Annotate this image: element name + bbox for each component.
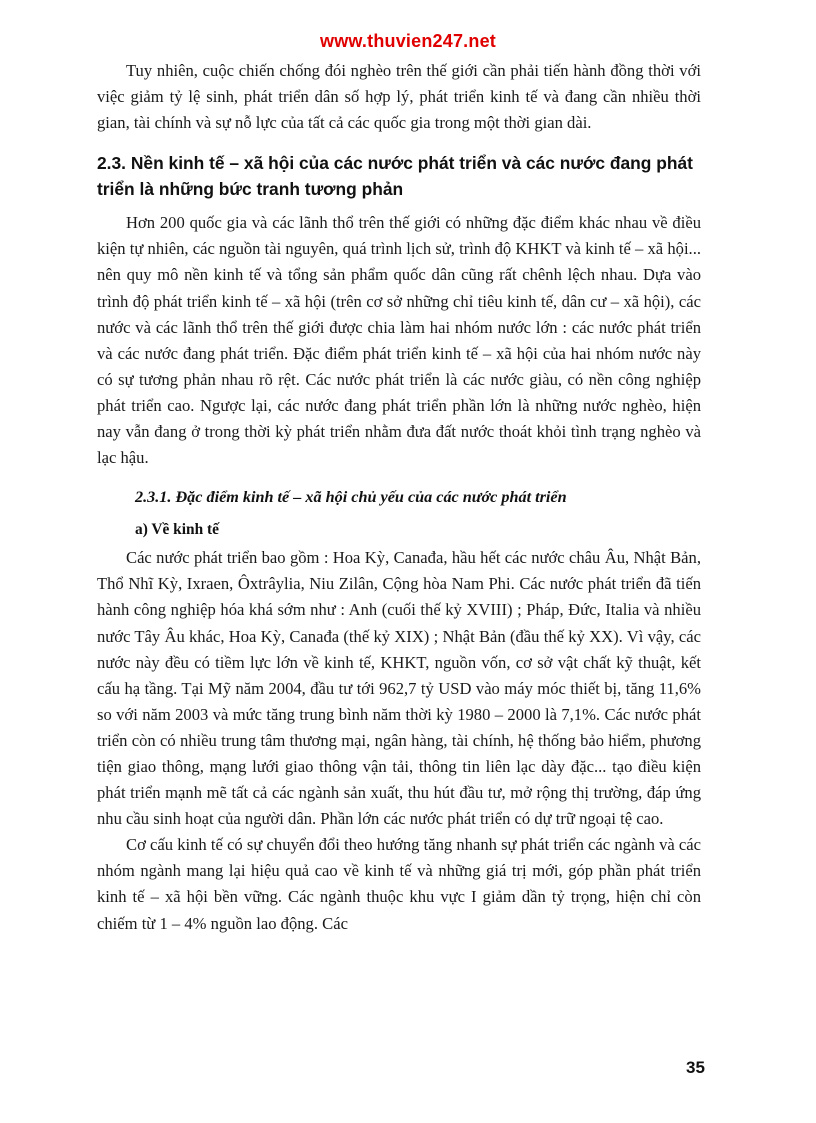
paragraph-structure: Cơ cấu kinh tế có sự chuyển đổi theo hướng tăng nhanh sự phát triển các ngành và các nhóm ngành mang lại hiệu quả cao về kinh tế và những giá trị mới, góp phần phát triển kinh tế – xã hội bền vững. Các ngành thuộc khu vực I giảm dần tỷ trọng, hiện chỉ còn chiếm từ 1 – 4% nguồn lao động. Các: [97, 835, 701, 933]
paragraph-overview: Hơn 200 quốc gia và các lãnh thổ trên thế giới có những đặc điểm khác nhau về điều kiện tự nhiên, các nguồn tài nguyên, quá trình lịch sử, trình độ KHKT và kinh tế – xã hội... nên quy mô nền kinh tế và tổng sản phẩm quốc dân cũng rất chênh lệch nhau. Dựa vào trình độ phát triển kinh tế – xã hội (trên cơ sở những chỉ tiêu kinh tế, dân cư – xã hội), các nước và các lãnh thổ trên thế giới được chia làm hai nhóm nước lớn : các nước phát triển và các nước đang phát triển. Đặc điểm phát triển kinh tế – xã hội của hai nhóm nước này có sự tương phản nhau rõ rệt. Các nước phát triển là các nước giàu, có nền công nghiệp phát triển cao. Ngược lại, các nước đang phát triển phần lớn là những nước nghèo, hiện nay vẫn đang ở trong thời kỳ phát triển nhằm đưa đất nước thoát khỏi tình trạng nghèo và lạc hậu.: [97, 213, 701, 468]
section-heading: 2.3. Nền kinh tế – xã hội của các nước phát triển và các nước đang phát triển là những bức tranh tương phản: [97, 153, 693, 200]
paragraph-economy: Các nước phát triển bao gồm : Hoa Kỳ, Canađa, hầu hết các nước châu Âu, Nhật Bản, Thổ Nhĩ Kỳ, Ixraen, Ôxtrâylia, Niu Zilân, Cộng hòa Nam Phi. Các nước phát triển đã tiến hành công nghiệp hóa khá sớm như : Anh (cuối thế kỷ XVIII) ; Pháp, Đức, Italia và nhiều nước Tây Âu khác, Hoa Kỳ, Canađa (thế kỷ XIX) ; Nhật Bản (đầu thế kỷ XX). Vì vậy, các nước này đều có tiềm lực lớn về kinh tế, KHKT, nguồn vốn, cơ sở vật chất kỹ thuật, kết cấu hạ tầng. Tại Mỹ năm 2004, đầu tư tới 962,7 tỷ USD vào máy móc thiết bị, tăng 11,6% so với năm 2003 và mức tăng trung bình năm thời kỳ 1980 – 2000 là 7,1%. Các nước phát triển còn có nhiều trung tâm thương mại, ngân hàng, tài chính, hệ thống bảo hiểm, phương tiện giao thông, mạng lưới giao thông vận tải, thông tin liên lạc dày đặc... tạo điều kiện phát triển mạnh mẽ tất cả các ngành sản xuất, thu hút đầu tư, mở rộng thị trường, đáp ứng nhu cầu sinh hoạt của người dân. Phần lớn các nước phát triển có dự trữ ngoại tệ cao.: [97, 548, 701, 829]
watermark-url[interactable]: www.thuvien247.net: [320, 31, 496, 51]
page-content: [97, 58, 701, 937]
page-number: 35: [686, 1058, 705, 1077]
subsection-heading: 2.3.1. Đặc điểm kinh tế – xã hội chủ yếu của các nước phát triển: [135, 488, 567, 507]
subsubsection-heading: a) Về kinh tế: [135, 521, 219, 539]
paragraph-intro: Tuy nhiên, cuộc chiến chống đói nghèo trên thế giới cần phải tiến hành đồng thời với việc giảm tỷ lệ sinh, phát triển dân số hợp lý, phát triển kinh tế và đang cần nhiều thời gian, tài chính và sự nỗ lực của tất cả các quốc gia trong một thời gian dài.: [97, 61, 701, 133]
